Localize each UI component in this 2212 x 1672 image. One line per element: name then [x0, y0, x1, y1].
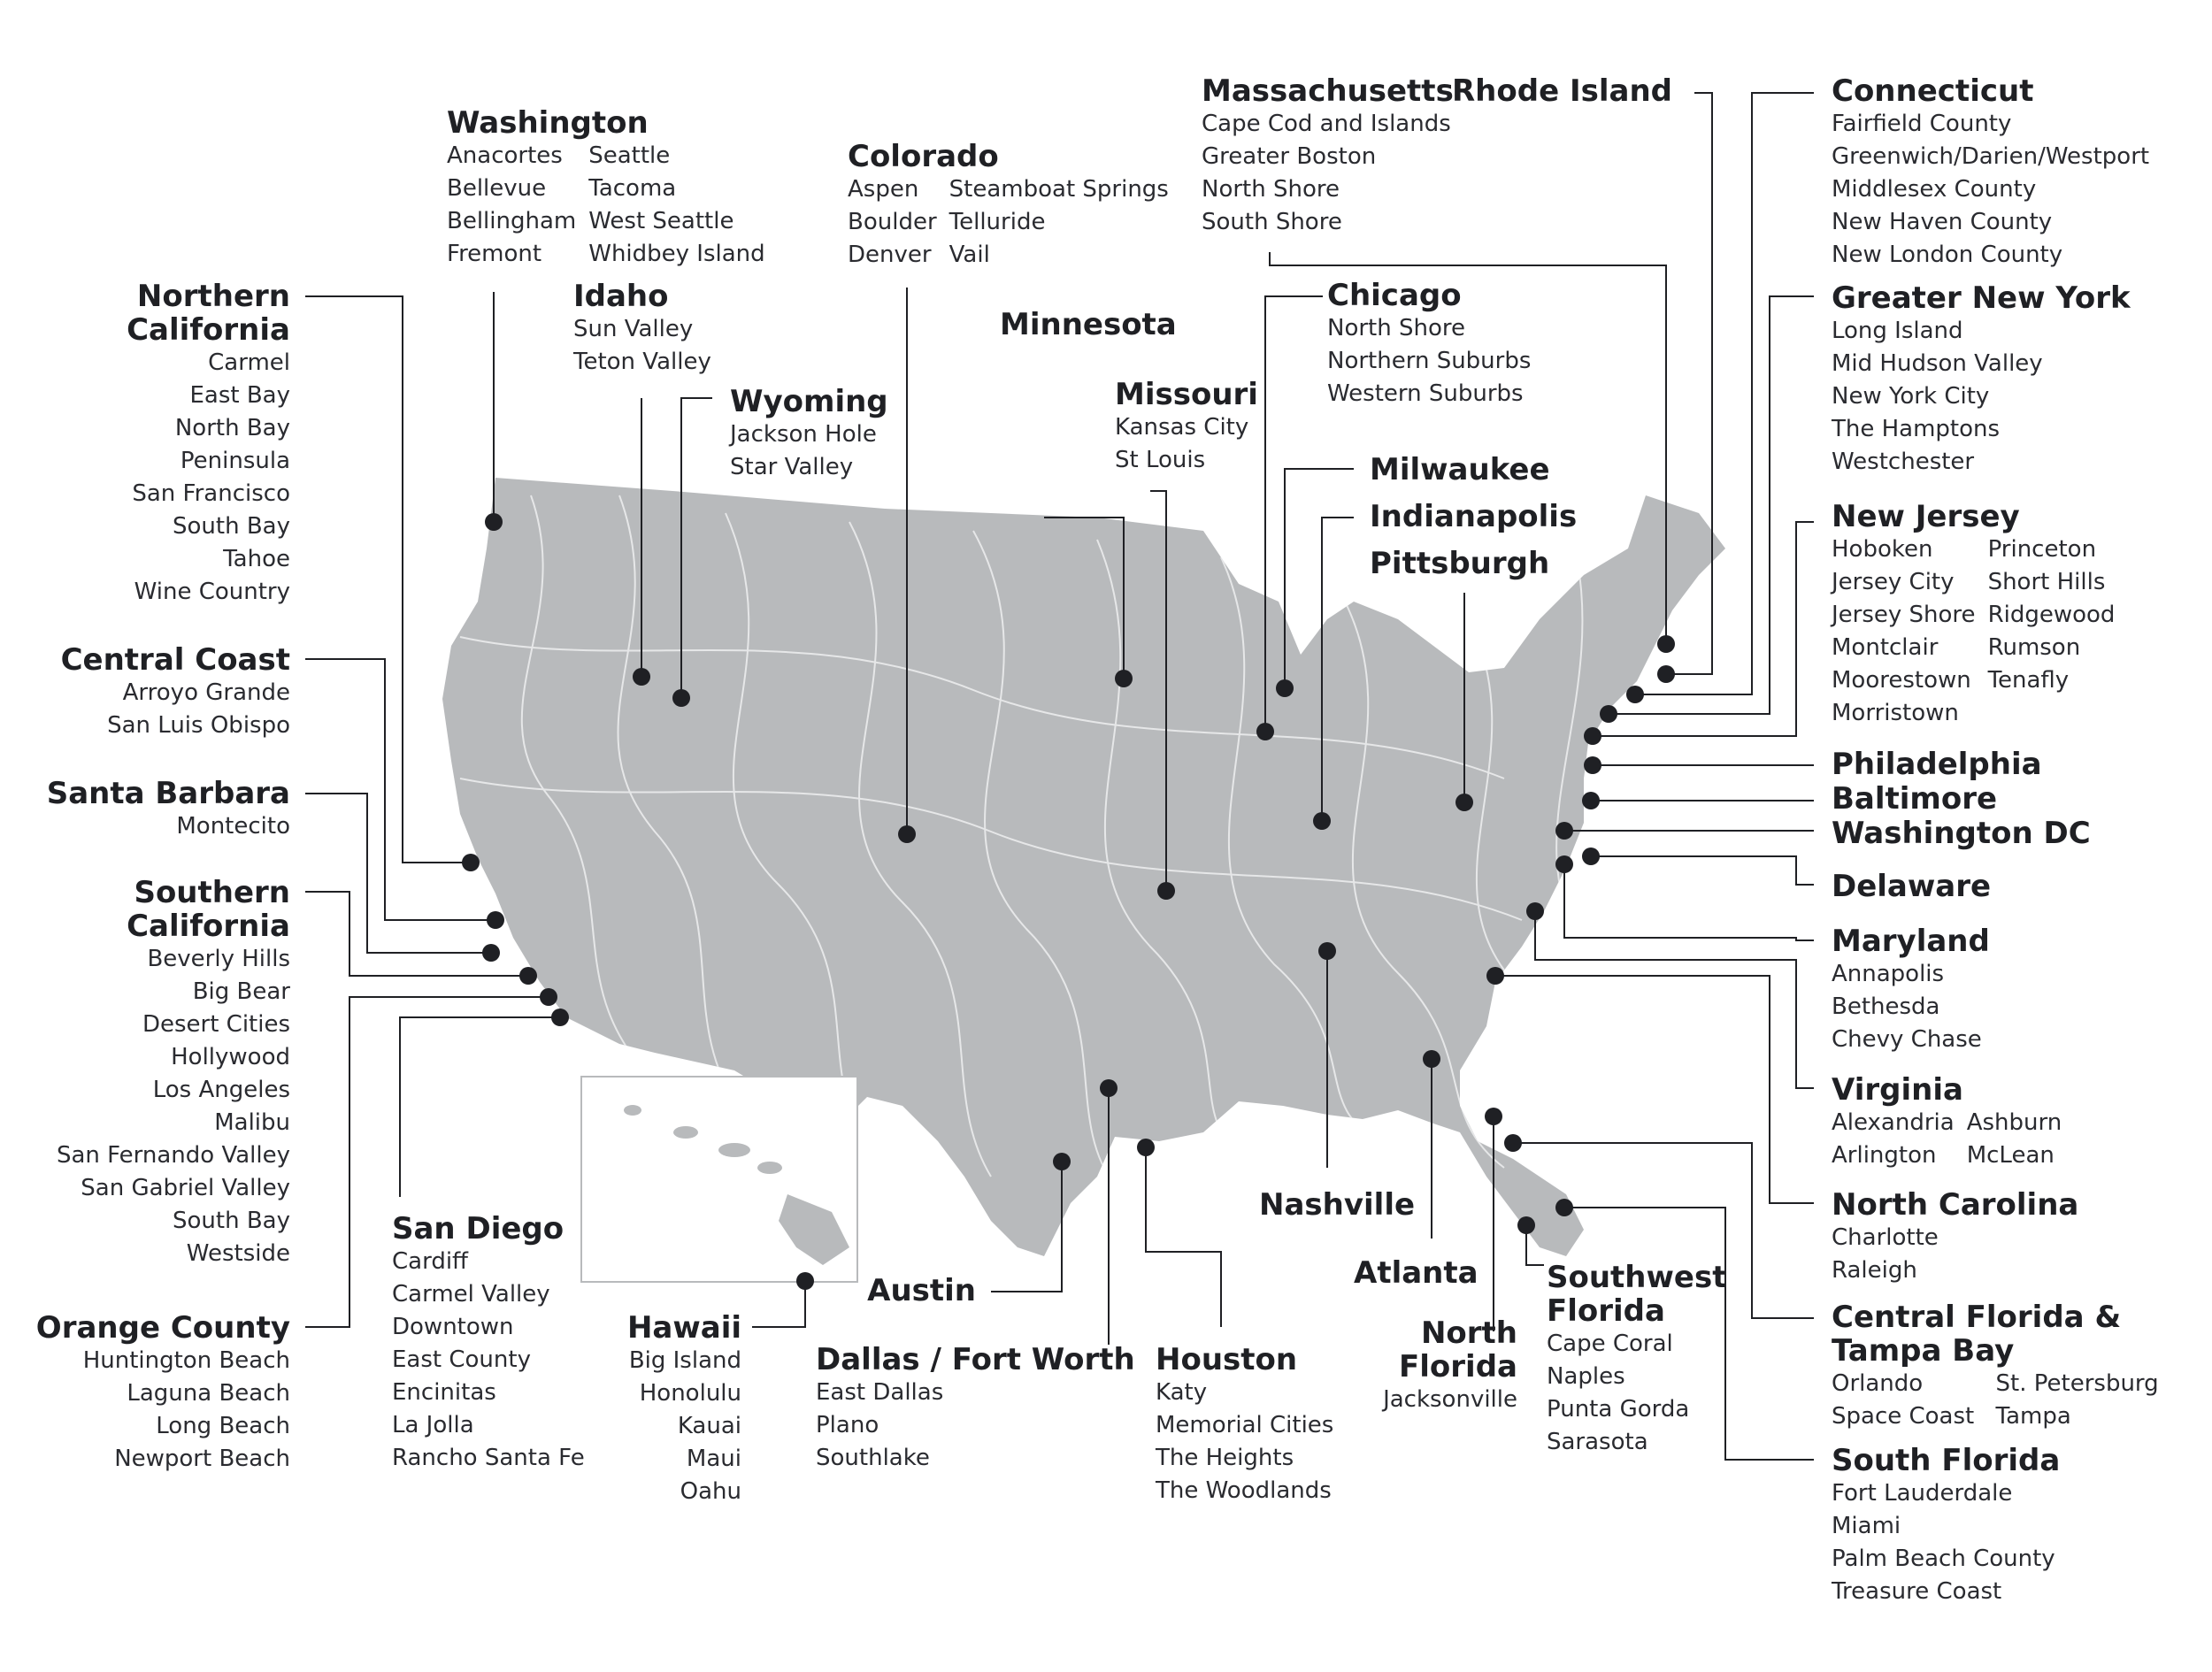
city-label: Arlington [1832, 1142, 1937, 1169]
city-label: Charlotte [1832, 1224, 1939, 1251]
city-label: Teton Valley [573, 349, 711, 375]
region-title: Missouri [1115, 377, 1258, 412]
city-label: Rancho Santa Fe [392, 1445, 585, 1471]
city-label: Hollywood [171, 1044, 290, 1070]
region-southern-california [25, 876, 290, 1270]
city-label: Chevy Chase [1832, 1026, 1982, 1053]
region-title: Maryland [1832, 924, 1990, 959]
region-title: Central Coast [60, 642, 290, 678]
region-title: Central Florida & Tampa Bay [1832, 1300, 2122, 1369]
city-label: Kansas City [1115, 414, 1249, 441]
region-milwaukee [1370, 453, 1550, 487]
city-label: San Gabriel Valley [81, 1175, 290, 1201]
city-label: Maui [686, 1446, 741, 1472]
region-cities [1832, 533, 2115, 730]
region-washington-dc [1832, 817, 2091, 850]
city-label: Encinitas [392, 1379, 496, 1406]
region-cities [1327, 312, 1531, 410]
region-title: Northern California [127, 279, 290, 348]
region-virginia [1832, 1073, 2062, 1172]
region-pittsburgh [1370, 547, 1549, 580]
city-label: Wine Country [134, 579, 290, 605]
city-label: Denver [848, 242, 932, 268]
city-label: Ashburn [1966, 1109, 2062, 1136]
region-cities [392, 1246, 585, 1475]
region-title: Nashville [1259, 1187, 1416, 1223]
city-label: Star Valley [730, 454, 854, 480]
city-label: Carmel Valley [392, 1281, 550, 1308]
region-massachusetts [1202, 74, 1454, 239]
city-label: Montclair [1832, 634, 1939, 661]
city-label: South Bay [173, 513, 290, 540]
region-cities [1832, 1368, 2168, 1433]
region-cities [627, 1345, 741, 1508]
city-label: Fairfield County [1832, 111, 2012, 137]
city-label: South Bay [173, 1208, 290, 1234]
city-label: Newport Beach [114, 1446, 290, 1472]
city-label: St Louis [1115, 447, 1206, 473]
city-label: St. Petersburg [1995, 1370, 2159, 1397]
region-cities [1832, 958, 1990, 1056]
region-san-diego [392, 1212, 585, 1475]
city-label: Telluride [949, 209, 1046, 235]
city-label: Jersey Shore [1832, 602, 1976, 628]
region-austin [867, 1274, 976, 1308]
region-cities [25, 943, 290, 1270]
region-title: Santa Barbara [46, 776, 290, 811]
region-title: Connecticut [1832, 73, 2034, 109]
region-title: Austin [867, 1273, 976, 1308]
region-title: Southwest Florida [1547, 1260, 1727, 1329]
region-idaho [573, 280, 711, 379]
region-central-florida [1832, 1300, 2168, 1433]
region-greater-new-york [1832, 281, 2131, 479]
region-central-coast [61, 643, 290, 742]
city-label: Ridgewood [1987, 602, 2116, 628]
region-cities [1832, 1477, 2060, 1608]
city-label: Punta Gorda [1547, 1396, 1690, 1423]
city-label: West Seattle [588, 208, 734, 234]
city-label: Katy [1156, 1379, 1208, 1406]
city-label: Downtown [392, 1314, 514, 1340]
city-label: Fremont [447, 241, 542, 267]
region-cities [1547, 1328, 1750, 1459]
city-label: Peninsula [180, 448, 290, 474]
region-title: Atlanta [1354, 1255, 1479, 1291]
region-title: Pittsburgh [1370, 546, 1550, 581]
region-title: Virginia [1832, 1072, 1963, 1108]
region-cities [1832, 1222, 2078, 1287]
city-label: La Jolla [392, 1412, 474, 1438]
city-label: Jackson Hole [730, 421, 877, 448]
city-label: Beverly Hills [147, 946, 290, 972]
city-label: Tahoe [223, 546, 290, 572]
region-north-carolina [1832, 1188, 2078, 1287]
city-label: Steamboat Springs [949, 176, 1169, 203]
region-cities [61, 677, 290, 742]
city-label: Honolulu [639, 1380, 741, 1407]
city-label: Vail [949, 242, 990, 268]
city-label: The Hamptons [1832, 416, 2001, 442]
city-label: Moorestown [1832, 667, 1971, 694]
region-cities [573, 313, 711, 379]
city-label: Bethesda [1832, 993, 1940, 1020]
region-title: Rhode Island [1451, 73, 1672, 109]
region-title: Hawaii [626, 1310, 741, 1346]
city-label: Montecito [176, 813, 290, 840]
region-cities [25, 347, 290, 609]
region-title: Wyoming [730, 384, 888, 419]
city-label: Miami [1832, 1513, 1901, 1539]
city-label: Kauai [677, 1413, 741, 1439]
region-wyoming [730, 385, 888, 484]
region-connecticut [1832, 74, 2149, 272]
region-title: South Florida [1832, 1443, 2061, 1478]
region-title: Philadelphia [1832, 747, 2042, 782]
region-title: Washington DC [1832, 816, 2091, 851]
region-atlanta [1354, 1256, 1479, 1290]
region-hawaii [627, 1311, 741, 1508]
region-cities [1832, 1107, 2062, 1172]
city-label: McLean [1966, 1142, 2055, 1169]
city-label: Boulder [848, 209, 937, 235]
city-label: Oahu [680, 1478, 741, 1505]
region-northern-california [25, 280, 290, 609]
region-minnesota [1000, 308, 1177, 341]
city-label: Greenwich/Darien/Westport [1832, 143, 2150, 170]
city-label: East Bay [189, 382, 290, 409]
city-label: Jacksonville [1383, 1386, 1517, 1413]
city-label: Plano [816, 1412, 879, 1438]
region-title: Indianapolis [1370, 499, 1578, 534]
city-label: Big Bear [192, 978, 290, 1005]
city-label: Tacoma [588, 175, 677, 202]
city-label: New York City [1832, 383, 1990, 410]
region-cities [1156, 1377, 1333, 1507]
city-label: Carmel [208, 349, 290, 376]
city-label: San Francisco [132, 480, 290, 507]
region-cities [1323, 1384, 1517, 1416]
city-label: Long Beach [156, 1413, 290, 1439]
city-label: Bellevue [447, 175, 547, 202]
region-cities [848, 173, 1169, 272]
region-chicago [1327, 279, 1531, 410]
region-maryland [1832, 924, 1990, 1056]
region-title: North Carolina [1832, 1187, 2079, 1223]
region-title: Chicago [1327, 278, 1462, 313]
city-label: Anacortes [447, 142, 563, 169]
region-title: Delaware [1832, 869, 1992, 904]
region-title: Orange County [35, 1310, 290, 1346]
region-cities [1202, 108, 1454, 239]
region-title: North Florida [1399, 1315, 1517, 1384]
region-title: Minnesota [1000, 307, 1177, 342]
region-cities [47, 810, 290, 843]
city-label: Raleigh [1832, 1257, 1917, 1284]
city-label: North Bay [174, 415, 290, 441]
city-label: New London County [1832, 242, 2063, 268]
region-title: Houston [1156, 1342, 1298, 1377]
city-label: Malibu [214, 1109, 290, 1136]
city-label: Princeton [1987, 536, 2097, 563]
region-cities [1832, 315, 2131, 479]
city-label: Bellingham [447, 208, 577, 234]
region-missouri [1115, 378, 1258, 477]
city-label: Northern Suburbs [1327, 348, 1532, 374]
city-label: Whidbey Island [588, 241, 765, 267]
city-label: Naples [1547, 1363, 1625, 1390]
city-label: Annapolis [1832, 961, 1945, 987]
region-cities [816, 1377, 1135, 1475]
city-label: Morristown [1832, 700, 1959, 726]
region-santa-barbara [47, 777, 290, 843]
city-label: Southlake [816, 1445, 930, 1471]
region-washington [447, 106, 765, 271]
city-label: South Shore [1202, 209, 1342, 235]
city-label: Arroyo Grande [122, 679, 290, 706]
city-label: Rumson [1987, 634, 2081, 661]
city-label: Middlesex County [1832, 176, 2037, 203]
city-label: Aspen [848, 176, 919, 203]
region-title: Southern California [127, 875, 290, 944]
city-label: Cardiff [392, 1248, 468, 1275]
region-nashville [1259, 1188, 1415, 1222]
region-orange-county [36, 1311, 290, 1476]
city-label: New Haven County [1832, 209, 2053, 235]
region-cities [1115, 411, 1258, 477]
city-label: Fort Lauderdale [1832, 1480, 2013, 1507]
region-title: Massachusetts [1202, 73, 1454, 109]
region-dallas [816, 1343, 1135, 1475]
region-delaware [1832, 870, 1991, 903]
city-label: Tenafly [1987, 667, 2070, 694]
city-label: Big Island [628, 1347, 741, 1374]
city-label: Seattle [588, 142, 671, 169]
city-label: Hoboken [1832, 536, 1933, 563]
city-label: East County [392, 1346, 531, 1373]
city-label: Laguna Beach [127, 1380, 290, 1407]
region-cities [1832, 108, 2149, 272]
city-label: Short Hills [1987, 569, 2106, 595]
city-label: San Luis Obispo [107, 712, 290, 739]
region-cities [447, 140, 765, 271]
city-label: San Fernando Valley [56, 1142, 290, 1169]
city-label: Western Suburbs [1327, 380, 1524, 407]
city-label: Cape Cod and Islands [1202, 111, 1451, 137]
region-title: Colorado [848, 139, 999, 174]
city-label: Alexandria [1832, 1109, 1955, 1136]
region-title: San Diego [392, 1211, 565, 1246]
region-baltimore [1832, 782, 1997, 816]
city-label: Space Coast [1832, 1403, 1975, 1430]
region-new-jersey [1832, 500, 2115, 730]
city-label: Long Island [1832, 318, 1963, 344]
city-label: North Shore [1327, 315, 1465, 341]
region-title: Washington [447, 105, 649, 141]
city-label: Los Angeles [152, 1077, 290, 1103]
region-title: Milwaukee [1370, 452, 1550, 487]
region-cities [36, 1345, 290, 1476]
region-title: Baltimore [1832, 781, 1998, 817]
city-label: Orlando [1832, 1370, 1924, 1397]
city-label: Westside [186, 1240, 290, 1267]
region-cities [730, 418, 888, 484]
region-title: Dallas / Fort Worth [816, 1342, 1135, 1377]
region-north-florida [1323, 1316, 1517, 1416]
city-label: Jersey City [1832, 569, 1955, 595]
city-label: Mid Hudson Valley [1832, 350, 2043, 377]
region-philadelphia [1832, 748, 2042, 781]
region-south-florida [1832, 1444, 2060, 1608]
city-label: Greater Boston [1202, 143, 1377, 170]
city-label: Sarasota [1547, 1429, 1648, 1455]
city-label: Cape Coral [1547, 1331, 1673, 1357]
region-indianapolis [1370, 500, 1577, 533]
region-title: New Jersey [1832, 499, 2020, 534]
region-title: Greater New York [1832, 280, 2131, 316]
city-label: Treasure Coast [1832, 1578, 2002, 1605]
region-houston [1156, 1343, 1333, 1507]
city-label: Huntington Beach [82, 1347, 290, 1374]
city-label: The Woodlands [1156, 1477, 1332, 1504]
city-label: Desert Cities [142, 1011, 290, 1038]
city-label: North Shore [1202, 176, 1340, 203]
city-label: The Heights [1156, 1445, 1294, 1471]
region-title: Idaho [573, 279, 669, 314]
city-label: Palm Beach County [1832, 1545, 2055, 1572]
region-colorado [848, 140, 1169, 272]
city-label: Memorial Cities [1156, 1412, 1334, 1438]
region-rhode-island [1452, 74, 1672, 108]
city-label: Tampa [1995, 1403, 2071, 1430]
city-label: East Dallas [816, 1379, 944, 1406]
city-label: Westchester [1832, 449, 1975, 475]
city-label: Sun Valley [573, 316, 694, 342]
region-southwest-florida [1547, 1261, 1750, 1459]
